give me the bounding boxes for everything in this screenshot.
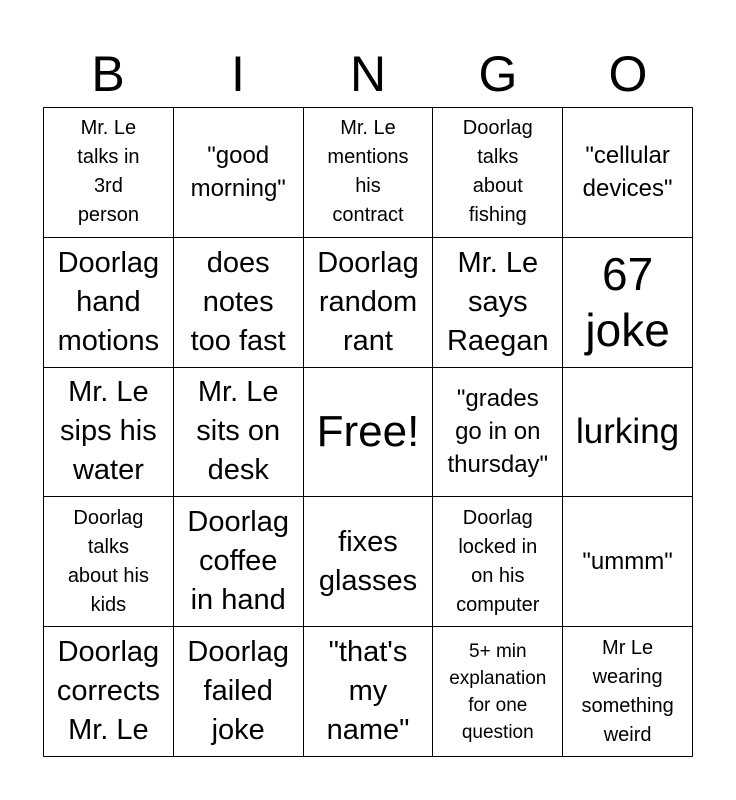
header-letter-b: B [91, 46, 125, 102]
cell-label: Doorlag hand motions [57, 246, 160, 357]
bingo-cell[interactable] [433, 238, 563, 368]
bingo-cell[interactable] [174, 238, 304, 368]
bingo-cell[interactable] [174, 368, 304, 498]
bingo-cell[interactable] [433, 108, 563, 238]
bingo-cell[interactable] [44, 368, 174, 498]
bingo-cell[interactable] [563, 497, 693, 627]
bingo-cell[interactable] [44, 497, 174, 627]
bingo-cell[interactable] [304, 627, 434, 757]
bingo-cell[interactable] [304, 238, 434, 368]
free-space-cell[interactable] [304, 368, 434, 498]
cell-label: Doorlag random rant [317, 246, 419, 357]
cell-label: Doorlag failed joke [187, 636, 289, 747]
cell-label: Mr. Le talks in 3rd person [77, 117, 140, 227]
bingo-cell[interactable] [44, 108, 174, 238]
cell-label: Mr. Le sips his water [60, 376, 157, 487]
header-letter-g: G [478, 46, 518, 102]
cell-label: 5+ min explanation for one question [449, 640, 547, 743]
cell-label: "ummm" [582, 548, 673, 576]
bingo-cell[interactable] [174, 108, 304, 238]
cell-label: does notes too fast [190, 246, 286, 357]
free-space-label: Free! [316, 406, 420, 456]
header-letter-o: O [608, 46, 648, 102]
cell-label: Doorlag corrects Mr. Le [56, 636, 160, 747]
bingo-cell[interactable] [174, 627, 304, 757]
cell-label: 67 joke [585, 248, 670, 357]
cell-label: Doorlag coffee in hand [187, 506, 289, 617]
bingo-header [43, 40, 693, 108]
cell-label: Mr. Le sits on desk [196, 376, 281, 487]
cell-label: "grades go in on thursday" [447, 385, 549, 479]
bingo-cell[interactable] [563, 627, 693, 757]
bingo-cell[interactable] [563, 368, 693, 498]
bingo-cell[interactable] [304, 497, 434, 627]
bingo-cell[interactable] [44, 238, 174, 368]
cell-label: lurking [576, 411, 680, 451]
cell-label: "that's my name" [326, 636, 410, 747]
bingo-cell[interactable] [433, 368, 563, 498]
bingo-board [43, 107, 693, 757]
bingo-cell[interactable] [563, 108, 693, 238]
bingo-cell[interactable] [433, 627, 563, 757]
cell-label: Doorlag locked in on his computer [456, 506, 540, 616]
cell-label: "cellular devices" [582, 142, 673, 203]
cell-label: Doorlag talks about his kids [67, 506, 149, 616]
cell-label: Mr. Le says Raegan [446, 246, 549, 357]
header-letter-i: I [231, 46, 245, 102]
header-letter-n: N [349, 46, 387, 102]
cell-label: fixes glasses [318, 525, 418, 597]
cell-label: Mr. Le mentions his contract [327, 117, 409, 227]
cell-label: Mr Le wearing something weird [581, 636, 674, 746]
cell-label: Doorlag talks about fishing [462, 117, 533, 227]
bingo-cell[interactable] [174, 497, 304, 627]
bingo-cell[interactable] [44, 627, 174, 757]
bingo-cell[interactable] [433, 497, 563, 627]
bingo-cell[interactable] [563, 238, 693, 368]
cell-label: "good morning" [190, 142, 286, 203]
bingo-cell[interactable] [304, 108, 434, 238]
